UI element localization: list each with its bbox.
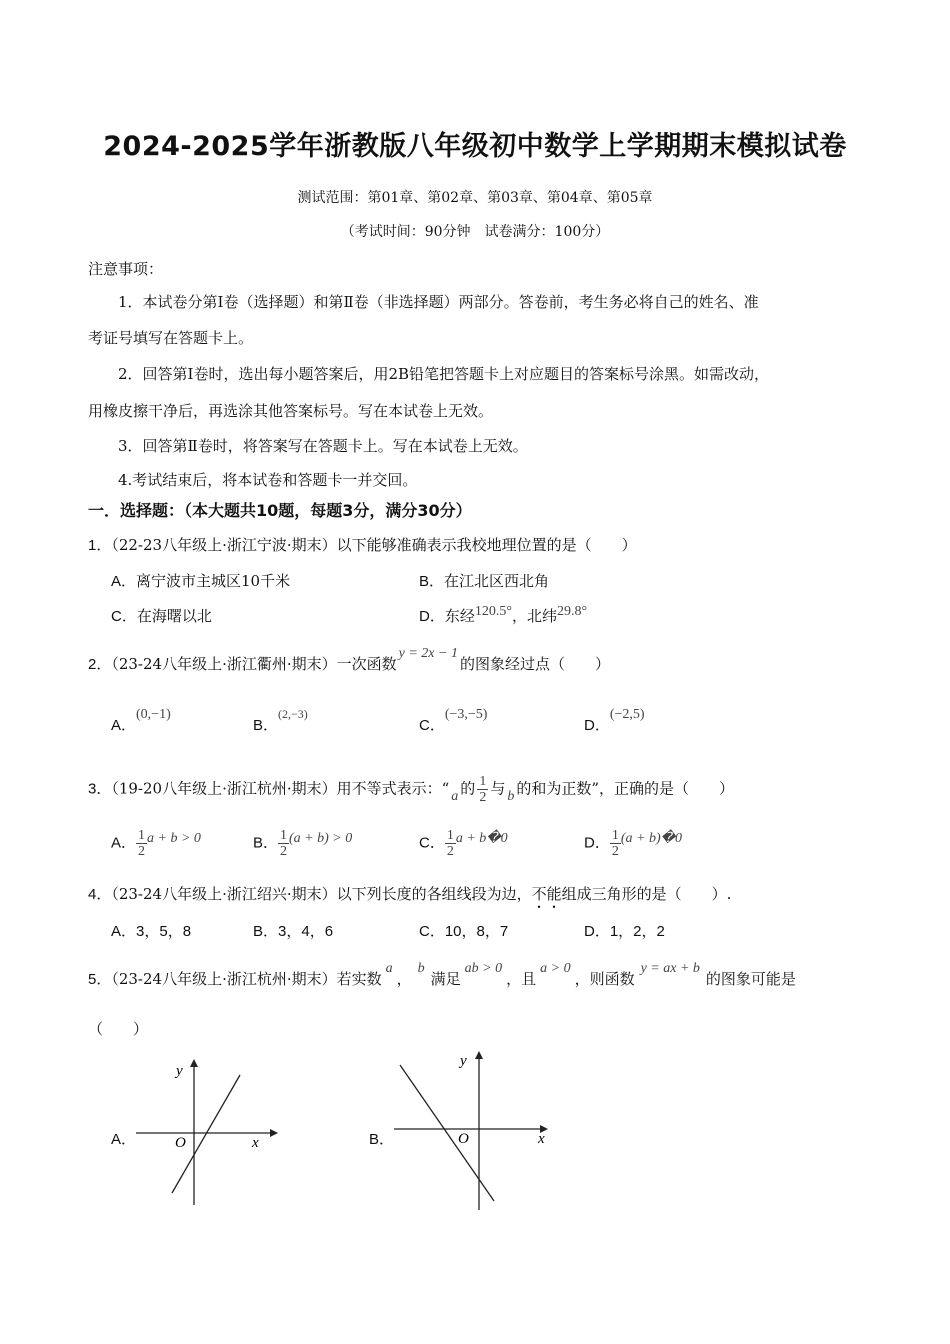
option-text: ，北纬 (511, 607, 557, 625)
option-expression: a + b > 0 (147, 830, 201, 846)
q3-option-d (584, 828, 682, 859)
q2-option-c (419, 707, 488, 735)
question-3-number: 3． (88, 780, 112, 798)
option-expression: (a + b)�0 (620, 830, 682, 846)
q3-option-c (419, 828, 508, 859)
fraction-numerator: 1 (446, 828, 454, 843)
q5-option-b-label: B． (369, 1131, 395, 1148)
question-1-number: 1． (88, 537, 112, 554)
q4-option-b (253, 920, 333, 941)
var-a: a (385, 961, 393, 976)
notice-item-1-line-1: 1．本试卷分第Ⅰ卷（选择题）和第Ⅱ卷（非选择题）两部分。答卷前，考生务必将自己的姓名、准 (118, 293, 759, 311)
question-5 (88, 961, 796, 989)
page-title: 2024-2025学年浙教版八年级初中数学上学期期末模拟试卷 (103, 131, 847, 162)
option-text: 在海曙以北 (136, 607, 212, 625)
question-4-number: 4． (88, 886, 112, 903)
q4-option-d (584, 920, 665, 941)
option-point: (−3,−5) (444, 707, 488, 722)
test-scope: 测试范围：第01章、第02章、第03章、第04章、第05章 (297, 190, 653, 206)
fraction-numerator: 1 (280, 828, 288, 843)
question-2-stem-end: 的图象经过点（ ） (459, 655, 610, 673)
q5-graph-b (390, 1045, 555, 1215)
notice-heading: 注意事项： (88, 260, 164, 278)
option-label: A． (111, 923, 137, 940)
condition-ab: ab > 0 (464, 961, 503, 976)
origin-label: O (458, 1131, 469, 1147)
option-text: 10，8，7 (444, 923, 509, 940)
option-label: A． (111, 717, 137, 734)
question-5-text: ，则函数 (574, 970, 635, 988)
option-label: C． (419, 834, 445, 852)
option-label: C． (419, 717, 445, 734)
q1-option-a (111, 570, 290, 591)
q3-option-b (253, 828, 352, 859)
fraction-denominator: 2 (138, 844, 146, 859)
origin-label: O (175, 1135, 186, 1151)
option-label: A． (111, 834, 137, 852)
x-axis-label: x (252, 1135, 259, 1151)
option-label: D． (584, 923, 610, 940)
option-point: (0,−1) (136, 707, 171, 722)
question-5-stem: （23-24八年级上·浙江杭州·期末）若实数 (111, 970, 382, 988)
condition-a: a > 0 (540, 961, 571, 976)
question-3-stem: （19-20八年级上·浙江杭州·期末）用不等式表示：“ (111, 779, 450, 798)
q2-option-d (584, 707, 645, 735)
exam-info: （考试时间：90分钟 试卷满分：100分） (340, 224, 610, 240)
punctuation: ， (396, 970, 412, 988)
question-2-stem: （23-24八年级上·浙江衢州·期末）一次函数 (111, 655, 397, 673)
option-label: D． (584, 717, 610, 734)
q4-option-c (419, 920, 508, 941)
y-axis-label: y (460, 1053, 467, 1069)
fraction-denominator: 2 (479, 790, 487, 805)
question-3-text: 与 (490, 779, 506, 798)
q1-option-b (419, 570, 549, 591)
q3-option-a (111, 828, 201, 859)
q2-option-b (253, 707, 308, 735)
q5-option-a-label: A． (111, 1131, 137, 1148)
fraction-numerator: 1 (479, 774, 487, 789)
option-label: B． (419, 573, 445, 590)
notice-item-4: 4.考试结束后，将本试卷和答题卡一并交回。 (118, 471, 418, 489)
option-point: (2,−3) (278, 707, 308, 721)
y-axis-arrow-icon (190, 1059, 198, 1067)
notice-item-2-line-2: 用橡皮擦干净后，再选涂其他答案标号。写在本试卷上无效。 (88, 402, 494, 420)
function-expression: y = 2x − 1 (398, 646, 458, 661)
question-3 (88, 774, 734, 805)
var-a: a (451, 788, 459, 804)
fraction-denominator: 2 (611, 844, 619, 859)
option-text: 1，2，2 (609, 923, 665, 940)
option-label: B． (253, 717, 279, 734)
question-4-stem: （23-24八年级上·浙江绍兴·期末）以下列长度的各组线段为边， (111, 885, 532, 903)
option-expression: a + b�0 (455, 830, 508, 846)
emphasis-text: 不能 (531, 885, 562, 903)
q2-option-a (111, 707, 171, 735)
question-4 (88, 883, 731, 912)
q1-option-c (111, 605, 212, 626)
question-1 (88, 534, 637, 555)
y-axis-label: y (176, 1063, 183, 1079)
q5-graph-a (130, 1055, 280, 1210)
question-1-stem: （22-23八年级上·浙江宁波·期末）以下能够准确表示我校地理位置的是（ ） (111, 536, 637, 554)
option-label: B． (253, 834, 279, 852)
option-text: 东经 (444, 607, 475, 625)
function-expression: y = ax + b (640, 961, 700, 976)
question-3-stem-end: 的和为正数”，正确的是（ ） (516, 779, 734, 798)
question-3-text: 的 (460, 779, 476, 798)
latitude-value: 29.8° (556, 604, 588, 619)
option-label: C． (111, 608, 137, 625)
var-b: b (417, 961, 425, 976)
x-axis-label: x (538, 1131, 545, 1147)
fraction-numerator: 1 (138, 828, 146, 843)
option-label: C． (419, 923, 445, 940)
notice-item-1-line-2: 考证号填写在答题卡上。 (88, 329, 254, 347)
question-5-number: 5． (88, 971, 112, 988)
question-5-answer-blank: （ ） (88, 1020, 149, 1038)
notice-item-3: 3．回答第Ⅱ卷时，将答案写在答题卡上。写在本试卷上无效。 (118, 437, 528, 455)
option-label: A． (111, 573, 137, 590)
section-1-heading: 一．选择题：（本大题共10题，每题3分，满分30分） (88, 501, 472, 520)
q1-option-d (419, 605, 587, 626)
option-label: B． (253, 923, 279, 940)
option-text: 离宁波市主城区10千米 (136, 572, 291, 590)
option-point: (−2,5) (609, 707, 645, 722)
option-expression: (a + b) > 0 (289, 830, 353, 846)
function-line (400, 1065, 494, 1201)
question-2-number: 2． (88, 656, 112, 673)
option-text: 在江北区西北角 (444, 572, 550, 590)
fraction-denominator: 2 (446, 844, 454, 859)
option-label: D． (584, 834, 610, 852)
option-label: D． (419, 608, 445, 625)
question-5-text: ，且 (506, 970, 537, 988)
fraction-numerator: 1 (611, 828, 619, 843)
question-2 (88, 646, 610, 674)
question-4-stem-end: 组成三角形的是（ ）. (561, 885, 732, 903)
longitude-value: 120.5° (474, 604, 512, 619)
x-axis-arrow-icon (270, 1129, 278, 1137)
option-text: 3，4，6 (278, 923, 334, 940)
q4-option-a (111, 920, 191, 941)
option-text: 3，5，8 (136, 923, 192, 940)
question-5-text: 满足 (430, 970, 461, 988)
fraction-denominator: 2 (280, 844, 288, 859)
function-line (172, 1075, 240, 1193)
y-axis-arrow-icon (475, 1051, 483, 1059)
notice-item-2-line-1: 2．回答第Ⅰ卷时，选出每小题答案后，用2B铅笔把答题卡上对应题目的答案标号涂黑。如需改动， (118, 365, 770, 383)
question-5-stem-end: 的图象可能是 (705, 970, 796, 988)
var-b: b (507, 788, 515, 804)
